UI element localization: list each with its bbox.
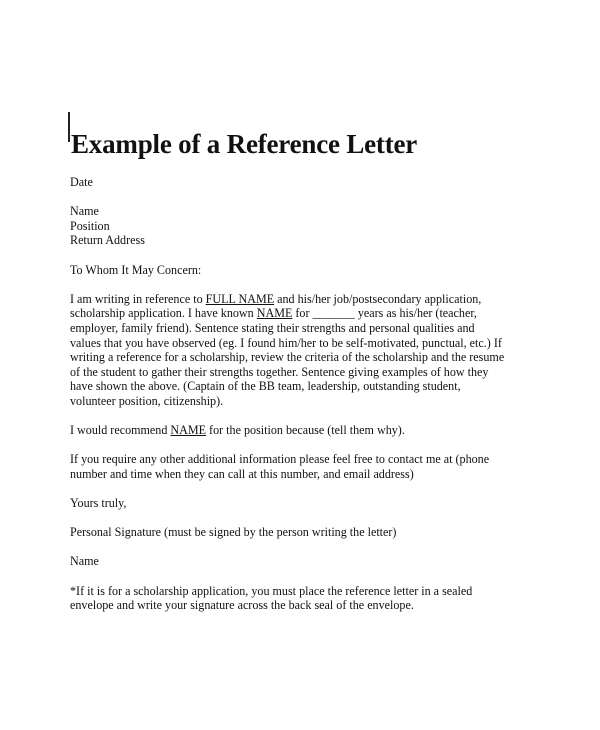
paragraph-line: volunteer position, citizenship).	[70, 393, 224, 408]
sender-position: Position	[70, 218, 110, 233]
placeholder-full-name: FULL NAME	[205, 291, 275, 306]
paragraph-line: number and time when they can call at this number, and email address)	[70, 466, 414, 481]
placeholder-name: NAME	[256, 306, 293, 321]
text-cursor	[68, 112, 70, 142]
paragraph-line: values that you have observed (eg. I found him/her to be self-motivated, punctual, etc.) If	[70, 335, 502, 350]
date-line: Date	[70, 175, 93, 189]
letter-body	[70, 175, 540, 613]
paragraph-line: scholarship application. I have known NAME for _______ years as his/her (teacher,	[70, 306, 477, 321]
paragraph-intro	[70, 292, 540, 409]
paragraph-contact	[70, 452, 540, 481]
paragraph-line: writing a reference for a scholarship, review the criteria of the scholarship and the resume	[70, 350, 505, 365]
paragraph-line: *If it is for a scholarship application, you must place the reference letter in a sealed	[70, 583, 473, 598]
paragraph-line: have shown the above. (Captain of the BB team, leadership, outstanding student,	[70, 379, 461, 394]
signature-note: Personal Signature (must be signed by the person writing the letter)	[70, 525, 397, 540]
sender-address: Return Address	[70, 233, 145, 248]
paragraph-line: If you require any other additional information please feel free to contact me at (phone	[70, 452, 490, 467]
placeholder-name: NAME	[170, 423, 207, 438]
paragraph-line: envelope and write your signature across the back seal of the envelope.	[70, 598, 414, 613]
paragraph-recommend: I would recommend NAME for the position because (tell them why).	[70, 423, 405, 438]
signer-name: Name	[70, 554, 99, 569]
footnote	[70, 584, 540, 613]
closing: Yours truly,	[70, 496, 127, 511]
paragraph-line: of the student to gather their strengths together. Sentence giving examples of how they	[70, 364, 489, 379]
salutation: To Whom It May Concern:	[70, 262, 202, 277]
sender-name: Name	[70, 204, 99, 219]
paragraph-line: I am writing in reference to FULL NAME and his/her job/postsecondary application,	[70, 291, 482, 306]
paragraph-line: employer, family friend). Sentence stating their strengths and personal qualities and	[70, 320, 475, 335]
document-title: Example of a Reference Letter	[71, 129, 418, 160]
